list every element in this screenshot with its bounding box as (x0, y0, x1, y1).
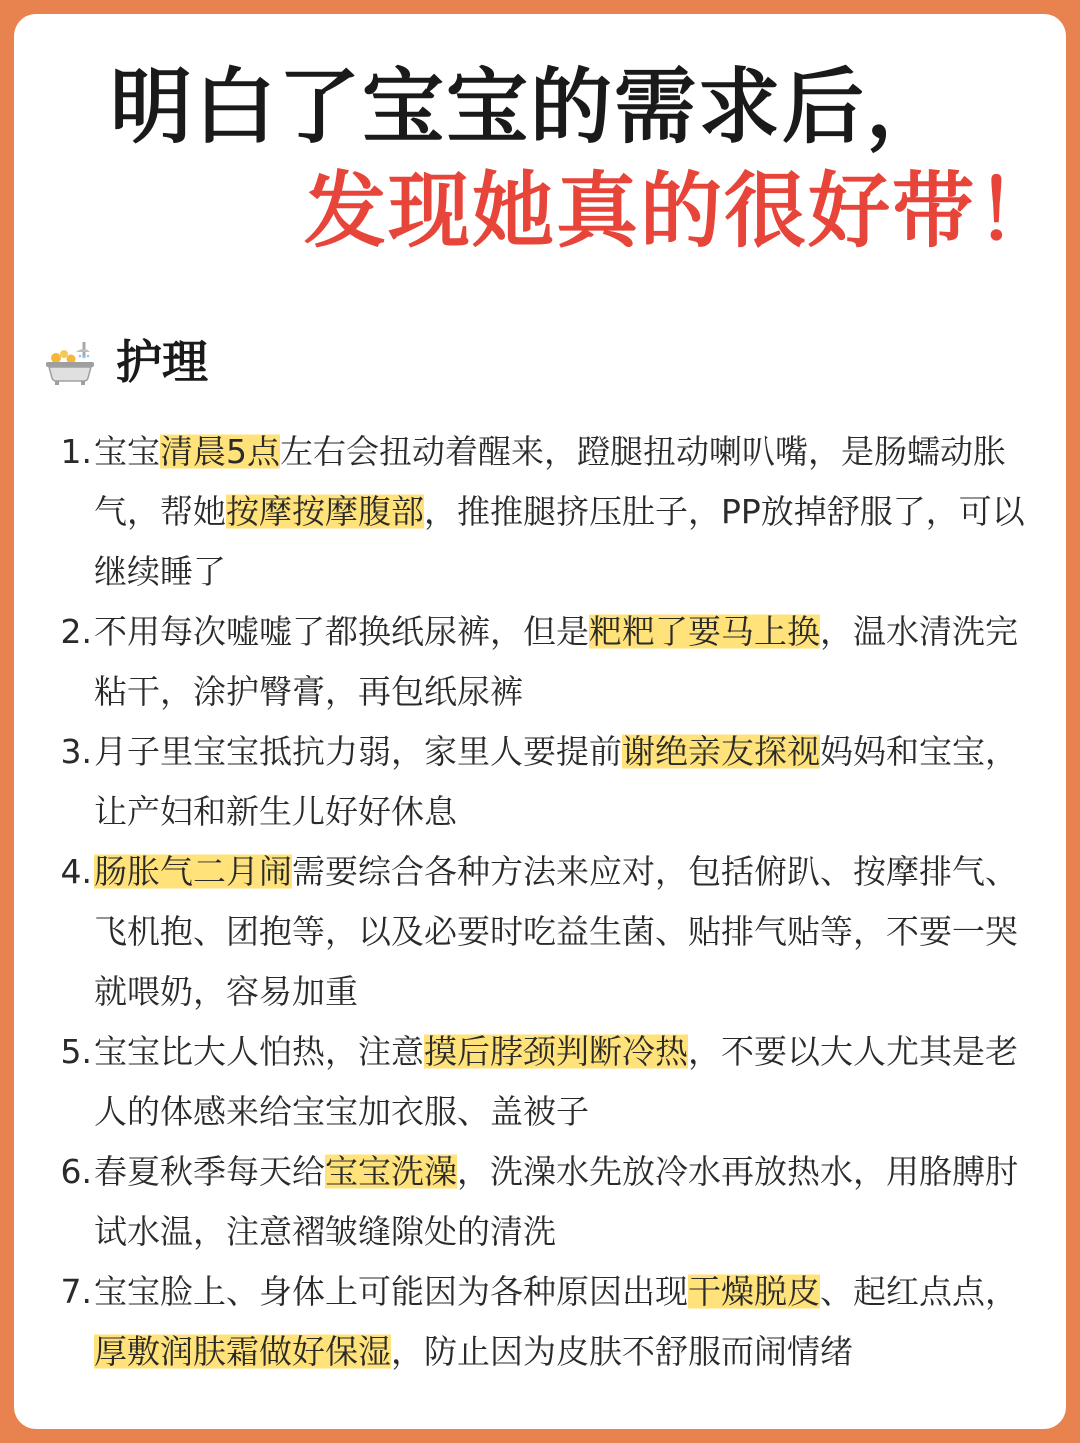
list-item (42, 722, 1042, 842)
list-item-number: 4. (60, 852, 92, 891)
list-item-number: 6. (60, 1152, 92, 1191)
content-card (14, 14, 1066, 1429)
highlighted-phrase: 摸后脖颈判断冷热 (424, 1032, 688, 1071)
list-item-text (94, 1022, 1042, 1142)
text-segment: 宝宝脸上、身体上可能因为各种原因出现 (94, 1272, 688, 1311)
highlighted-phrase: 宝宝洗澡 (325, 1152, 457, 1191)
list-item-text (94, 602, 1042, 722)
text-segment: 月子里宝宝抵抗力弱，家里人要提前 (94, 732, 622, 771)
bathtub-icon (44, 338, 96, 386)
care-tips-list (42, 422, 1042, 1382)
list-item-text (94, 722, 1042, 842)
highlighted-phrase: 干燥脱皮 (688, 1272, 820, 1311)
list-item-text (94, 1262, 1042, 1382)
list-item-number: 5. (60, 1032, 92, 1071)
title-line-1: 明白了宝宝的需求后， (110, 60, 951, 155)
text-segment: 需要综合各种方法来应对，包括俯趴、按摩排气、飞机抱、团抱等，以及必要时吃益生菌、贴排气贴等，不要一哭就喂奶，容易加重 (94, 852, 1018, 1011)
list-item (42, 1022, 1042, 1142)
text-segment: ，温水清洗完粘干，涂护臀膏，再包纸尿裤 (94, 612, 1018, 711)
list-item (42, 602, 1042, 722)
text-segment: 宝宝比大人怕热，注意 (94, 1032, 424, 1071)
list-item (42, 1262, 1042, 1382)
highlighted-phrase: 谢绝亲友探视 (622, 732, 820, 771)
list-item-text (94, 422, 1042, 602)
highlighted-phrase: 肠胀气二月闹 (94, 852, 292, 891)
text-segment: ，不要以大人尤其是老人的体感来给宝宝加衣服、盖被子 (94, 1032, 1018, 1131)
list-item (42, 842, 1042, 1022)
highlighted-phrase: 清晨5点 (160, 432, 280, 471)
text-segment: ，推推腿挤压肚子，PP放掉舒服了，可以继续睡了 (94, 492, 1025, 591)
text-segment: 、起红点点， (820, 1272, 1018, 1311)
highlighted-phrase: 粑粑了要马上换 (589, 612, 820, 651)
text-segment: 不用每次嘘嘘了都换纸尿裤，但是 (94, 612, 589, 651)
list-item-number: 3. (60, 732, 92, 771)
list-item (42, 1142, 1042, 1262)
list-item-number: 7. (60, 1272, 92, 1311)
text-segment: 妈妈和宝宝，让产妇和新生儿好好休息 (94, 732, 1018, 831)
list-item-number: 2. (60, 612, 92, 651)
section-header (44, 332, 208, 392)
list-item-text (94, 1142, 1042, 1262)
text-segment: 宝宝 (94, 432, 160, 471)
text-segment: 春夏秋季每天给 (94, 1152, 325, 1191)
text-segment: ，防止因为皮肤不舒服而闹情绪 (391, 1332, 853, 1371)
section-title: 护理 (116, 335, 208, 389)
text-segment: 左右会扭动着醒来，蹬腿扭动喇叭嘴，是肠蠕动胀气，帮她 (94, 432, 1006, 531)
highlighted-phrase: 按摩按摩腹部 (226, 492, 424, 531)
list-item-text (94, 842, 1042, 1022)
list-item (42, 422, 1042, 602)
title-line-2: 发现她真的很好带！ (304, 164, 1061, 259)
list-item-number: 1. (60, 432, 92, 471)
text-segment: ，洗澡水先放冷水再放热水，用胳膊肘试水温，注意褶皱缝隙处的清洗 (94, 1152, 1018, 1251)
highlighted-phrase: 厚敷润肤霜做好保湿 (94, 1332, 391, 1371)
